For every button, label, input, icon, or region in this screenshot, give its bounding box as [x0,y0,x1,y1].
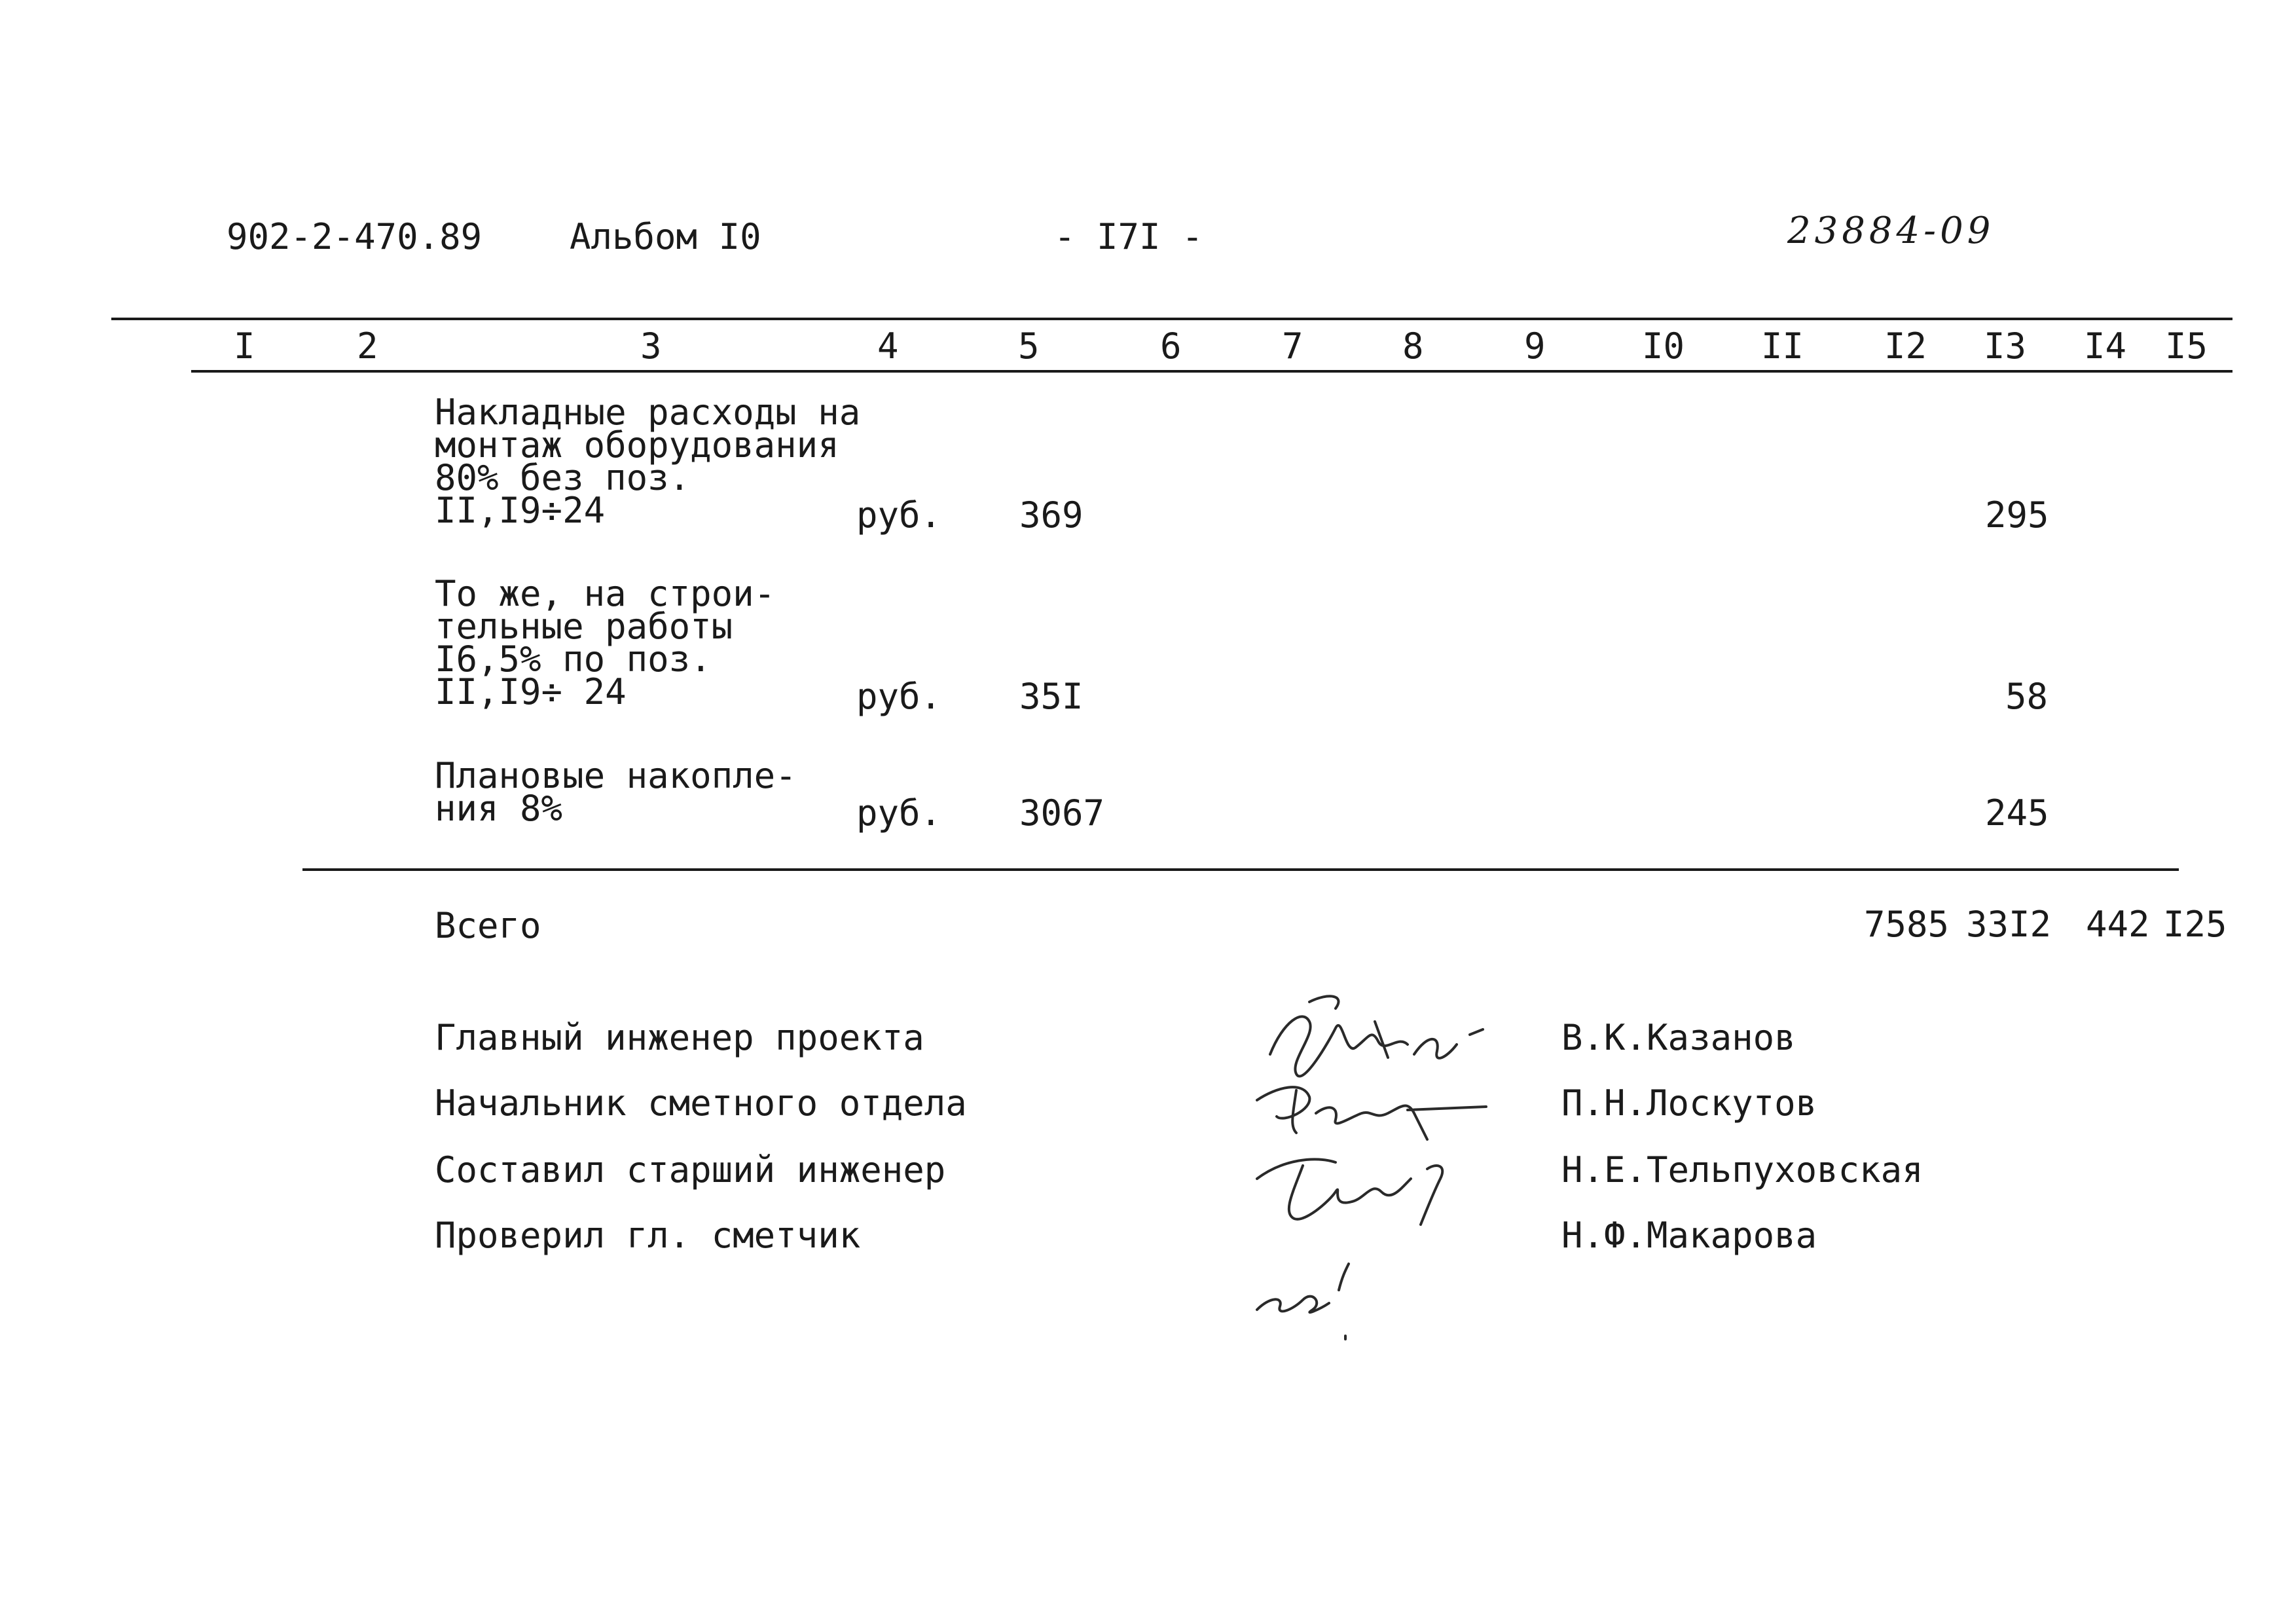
row-1-description [435,392,861,531]
signature-role-chief-engineer: Главный инженер проекта [435,1017,924,1058]
row-2-line-3: I6,5% по поз. [435,638,712,680]
column-number-2: 2 [357,325,378,367]
total-rule [302,868,2179,871]
row-1-unit: руб. [856,494,942,536]
signature-name-loskutov: П.Н.Лоскутов [1561,1082,1817,1124]
handwritten-signatures [1231,982,1532,1349]
row-2-line-2: тельные работы [435,606,733,647]
album-number: Альбом I0 [570,216,761,257]
row-3-line-2: ния 8% [435,788,563,829]
column-number-7: 7 [1282,325,1303,367]
row-3-unit: руб. [856,792,942,834]
row-1-line-1: Накладные расходы на [435,392,861,433]
page-number: - I7I - [1054,216,1203,257]
row-2-col5: 35I [1019,676,1084,717]
row-2-unit: руб. [856,676,942,717]
column-number-15: I5 [2165,325,2208,367]
row-1-col5: 369 [1019,494,1084,536]
total-col15: I25 [2163,904,2227,945]
row-2-col13: 58 [2005,676,2049,717]
signature-role-compiler: Составил старший инженер [435,1149,946,1190]
column-number-14: I4 [2084,325,2127,367]
signature-name-kazanov: В.К.Казанов [1561,1017,1796,1058]
signature-role-head-estimates: Начальник сметного отдела [435,1082,967,1124]
row-3-col5: 3067 [1019,792,1105,834]
signature-name-makarova: Н.Ф.Макарова [1561,1215,1817,1256]
signature-name-telpukhovskaya: Н.Е.Тельпуховская [1561,1149,1923,1190]
row-3-description [435,755,797,829]
row-1-line-2: монтаж оборудования [435,424,839,466]
inventory-number: 23884-09 [1787,210,1995,252]
row-3-col13: 245 [1985,792,2049,834]
row-3-line-1: Плановые накопле- [435,755,797,796]
total-col13: 33I2 [1966,904,2052,945]
row-1-col13: 295 [1985,494,2049,536]
document-code: 902-2-470.89 [227,216,483,257]
column-number-5: 5 [1018,325,1040,367]
column-number-12: I2 [1884,325,1927,367]
column-number-9: 9 [1524,325,1546,367]
table-header-rule [191,370,2232,373]
column-number-3: 3 [640,325,662,367]
row-1-line-4: II,I9÷24 [435,490,606,531]
row-2-line-1: То же, на строи- [435,573,776,614]
row-2-description [435,573,776,712]
column-number-6: 6 [1160,325,1182,367]
signature-role-checker: Проверил гл. сметчик [435,1215,861,1256]
total-col14: 442 [2086,904,2150,945]
row-2-line-4: II,I9÷ 24 [435,671,627,712]
table-top-rule [111,318,2232,320]
column-number-4: 4 [877,325,899,367]
row-1-line-3: 80% без поз. [435,457,691,498]
total-label: Всего [435,905,541,946]
column-number-11: II [1761,325,1804,367]
column-number-1: I [234,325,255,367]
column-number-10: I0 [1642,325,1685,367]
column-number-8: 8 [1402,325,1424,367]
total-col12: 7585 [1864,904,1950,945]
column-number-13: I3 [1984,325,2027,367]
